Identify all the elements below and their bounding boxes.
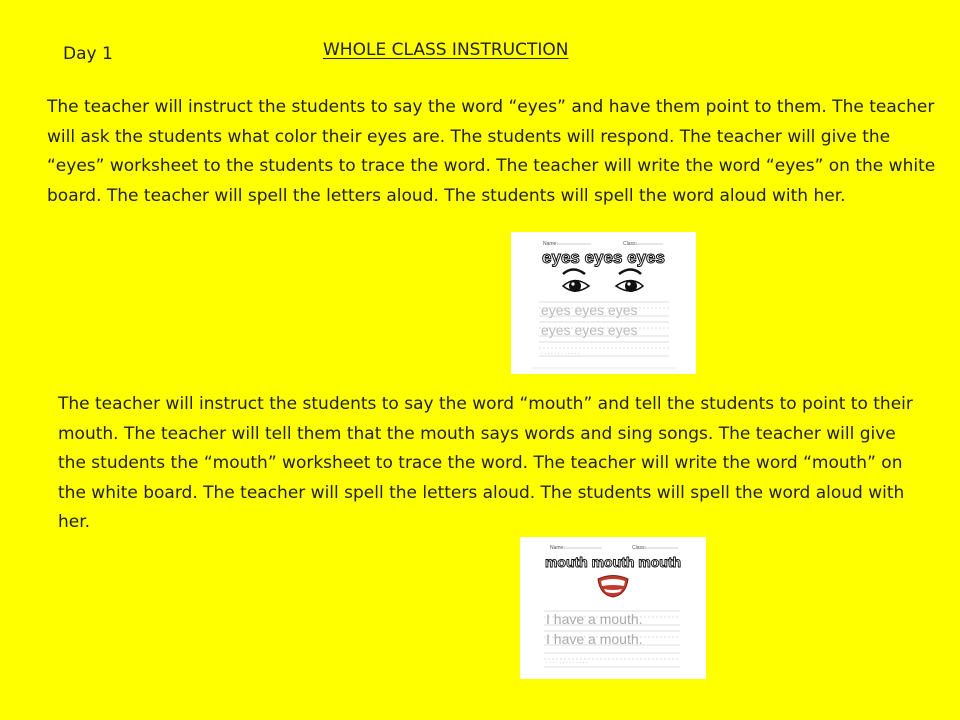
ws-mouth-heading: mouth mouth mouth (544, 554, 682, 570)
slide-title: WHOLE CLASS INSTRUCTION (323, 40, 569, 60)
eyes-worksheet-image (511, 232, 696, 374)
ws-eyes-trace-2: eyes eyes eyes (541, 322, 638, 338)
mouth-worksheet-image (520, 537, 706, 679)
ws-eyes-trace-1: eyes eyes eyes (541, 302, 638, 318)
ws-mouth-name-label: Name: (550, 545, 565, 551)
ws-mouth-trace-1: I have a mouth. (546, 611, 643, 627)
mouth-paragraph: The teacher will instruct the students to say the word “mouth” and tell the students to point to their mouth. The teacher will tell them that the mouth says words and sing songs. The teacher will give the students the “mouth” worksheet to trace the word. The teacher will write the word “mouth” on the white board. The teacher will spell the letters aloud. The students will spell the word aloud with her. (58, 394, 913, 532)
ws-eyes-name-label: Name: (543, 241, 558, 247)
svg-text:. . . . . . . . . .: . . . . . . . . . . . . . (546, 659, 588, 665)
ws-mouth-class-label: Class: (632, 545, 646, 551)
ws-mouth-trace-2: I have a mouth. (546, 631, 643, 647)
eyes-paragraph: The teacher will instruct the students to say the word “eyes” and have them point to them. The teacher will ask the students what color their eyes are. The students will respond. The teacher will give the “eyes” worksheet to the students to trace the word. The teacher will write the word “eyes” on the white board. The teacher will spell the letters aloud. The students will spell the word aloud with her. (47, 97, 936, 206)
ws-eyes-class-label: Class: (623, 241, 637, 247)
ws-eyes-heading: eyes eyes eyes (542, 248, 665, 267)
day-label: Day 1 (63, 44, 113, 64)
svg-text:. . . . . . . . . .: . . . . . . . . . . . . (541, 350, 580, 356)
